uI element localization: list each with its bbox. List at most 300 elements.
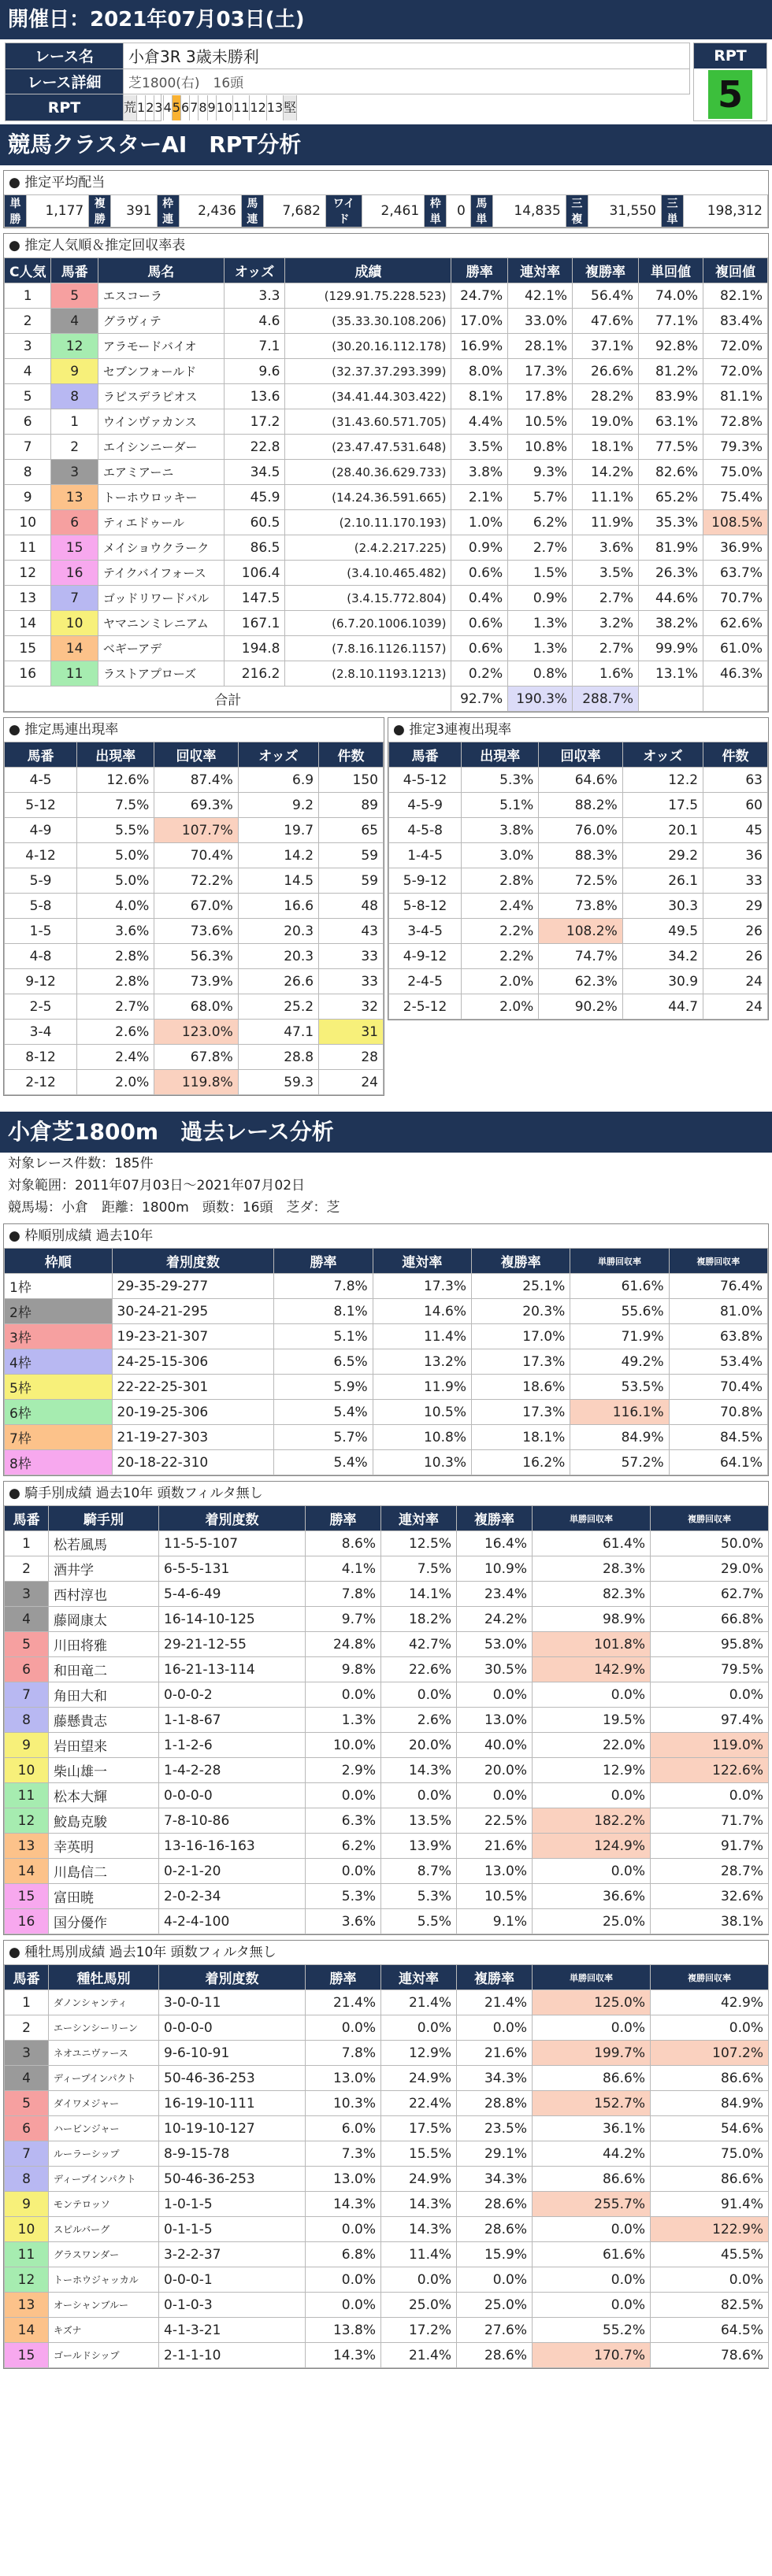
column-header: 着別度数 — [159, 1965, 306, 1990]
sire-row — [5, 2217, 769, 2242]
record: 24-25-15-306 — [112, 1349, 274, 1375]
show-return: 61.0% — [703, 636, 767, 661]
sanrenpuku-row — [389, 969, 768, 994]
count: 24 — [703, 969, 768, 994]
horse-number: 13 — [5, 1834, 49, 1859]
horse-number: 5 — [5, 2091, 49, 2116]
record: 21-19-27-303 — [112, 1425, 274, 1450]
win-rate: 13.0% — [306, 2167, 381, 2192]
column-header: 勝率 — [306, 1965, 381, 1990]
win-rate: 9.8% — [306, 1657, 381, 1682]
ranking-row — [5, 409, 768, 435]
sanrenpuku-row — [389, 818, 768, 843]
umaren-row — [5, 1045, 384, 1070]
win-rate: 0.6% — [451, 561, 508, 586]
odds: 12.2 — [622, 768, 703, 793]
odds: 167.1 — [224, 611, 285, 636]
show-rate: 27.6% — [457, 2318, 533, 2343]
horse-name: エアミアーニ — [98, 460, 224, 485]
win-return: 44.6% — [639, 586, 703, 611]
record: 1-1-8-67 — [159, 1708, 306, 1733]
appearance-rate: 2.7% — [77, 994, 154, 1020]
combination: 5-12 — [5, 793, 77, 818]
win-return: 36.6% — [533, 1884, 651, 1909]
win-return: 65.2% — [639, 485, 703, 510]
popularity: 3 — [5, 334, 51, 359]
combination: 4-12 — [5, 843, 77, 868]
win-return: 53.5% — [570, 1375, 669, 1400]
win-return: 55.2% — [533, 2318, 651, 2343]
past-range: 対象範囲：2011年07月03日～2021年07月02日 — [8, 1178, 306, 1194]
count: 26 — [703, 919, 768, 944]
total-label: 合計 — [5, 687, 451, 712]
odds: 4.6 — [224, 309, 285, 334]
jockey-name: 西村淳也 — [49, 1582, 159, 1607]
sire-row — [5, 2318, 769, 2343]
payout-label: 単勝 — [5, 195, 27, 228]
horse-name: ウインヴァカンス — [98, 409, 224, 435]
record: (2.8.10.1193.1213) — [285, 661, 451, 687]
quinella-rate: 1.3% — [508, 636, 573, 661]
return-rate: 108.2% — [539, 919, 622, 944]
sanrenpuku-row — [389, 994, 768, 1020]
record: 10-19-10-127 — [159, 2116, 306, 2141]
return-rate: 107.7% — [154, 818, 238, 843]
race-name-label: レース名 — [6, 43, 124, 69]
quinella-rate: 10.3% — [373, 1450, 471, 1475]
quinella-rate: 0.0% — [381, 2015, 457, 2041]
appearance-rate: 2.8% — [77, 969, 154, 994]
odds: 34.5 — [224, 460, 285, 485]
count: 31 — [319, 1020, 384, 1045]
total-value: 190.3% — [508, 687, 573, 712]
total-value: 288.7% — [573, 687, 639, 712]
show-return: 75.0% — [703, 460, 767, 485]
horse-number: 6 — [5, 2116, 49, 2141]
return-rate: 119.8% — [154, 1070, 238, 1095]
show-rate: 9.1% — [457, 1909, 533, 1934]
odds: 20.1 — [622, 818, 703, 843]
record: 16-19-10-111 — [159, 2091, 306, 2116]
horse-number: 2 — [5, 1556, 49, 1582]
quinella-rate: 2.6% — [381, 1708, 457, 1733]
show-rate: 16.2% — [472, 1450, 570, 1475]
quinella-rate: 10.5% — [373, 1400, 471, 1425]
quinella-rate: 0.0% — [381, 2267, 457, 2293]
show-return: 81.0% — [669, 1299, 767, 1324]
horse-number: 7 — [5, 1682, 49, 1708]
jockey-row — [5, 1556, 769, 1582]
sire-name: トーホウジャッカル — [49, 2267, 159, 2293]
record: 3-2-2-37 — [159, 2242, 306, 2267]
column-header: 馬番 — [51, 258, 98, 283]
sire-row — [5, 2293, 769, 2318]
odds: 60.5 — [224, 510, 285, 535]
horse-number: 4 — [5, 1607, 49, 1632]
pair-tables — [3, 712, 769, 1096]
rpt-scale-cell: 8 — [199, 95, 207, 120]
count: 24 — [703, 994, 768, 1020]
record: 0-0-0-0 — [159, 1783, 306, 1808]
show-return: 95.8% — [651, 1632, 769, 1657]
record: (2.10.11.170.193) — [285, 510, 451, 535]
appearance-rate: 5.0% — [77, 868, 154, 894]
show-rate: 22.5% — [457, 1808, 533, 1834]
rpt-scale-cell: 堅 — [284, 95, 297, 120]
win-rate: 14.3% — [306, 2192, 381, 2217]
horse-number: 1 — [5, 1531, 49, 1556]
return-rate: 73.9% — [154, 969, 238, 994]
quinella-rate: 0.8% — [508, 661, 573, 687]
column-header: 単勝回収率 — [533, 1965, 651, 1990]
appearance-rate: 3.0% — [462, 843, 539, 868]
record: 1-0-1-5 — [159, 2192, 306, 2217]
payout-value: 198,312 — [683, 195, 767, 228]
column-header: 回収率 — [539, 742, 622, 768]
popularity: 13 — [5, 586, 51, 611]
race-detail-label: レース詳細 — [6, 68, 124, 94]
race-info — [5, 43, 767, 121]
show-return: 63.8% — [669, 1324, 767, 1349]
record: (28.40.36.629.733) — [285, 460, 451, 485]
record: (2.4.2.217.225) — [285, 535, 451, 561]
quinella-rate: 18.2% — [381, 1607, 457, 1632]
combination: 8-12 — [5, 1045, 77, 1070]
payout-value: 31,550 — [588, 195, 661, 228]
show-rate: 0.0% — [457, 2267, 533, 2293]
show-return: 70.8% — [669, 1400, 767, 1425]
win-return: 61.4% — [533, 1531, 651, 1556]
date-header: 開催日：2021年07月03日(土) — [0, 0, 772, 39]
show-return: 70.4% — [669, 1375, 767, 1400]
win-return: 83.9% — [639, 384, 703, 409]
win-return: 38.2% — [639, 611, 703, 636]
sire-row — [5, 2343, 769, 2368]
rpt-scale-cell: 11 — [233, 95, 250, 120]
win-rate: 6.3% — [306, 1808, 381, 1834]
rpt-scale-cell: 6 — [181, 95, 190, 120]
win-rate: 0.0% — [306, 1859, 381, 1884]
payout-label: 三複 — [566, 195, 588, 228]
quinella-rate: 13.5% — [381, 1808, 457, 1834]
win-return: 44.2% — [533, 2141, 651, 2167]
quinella-rate: 0.9% — [508, 586, 573, 611]
horse-number: 11 — [51, 661, 98, 687]
ranking-row — [5, 611, 768, 636]
sire-name: モンテロッソ — [49, 2192, 159, 2217]
odds: 3.3 — [224, 283, 285, 309]
show-return: 78.6% — [651, 2343, 769, 2368]
record: 50-46-36-253 — [159, 2167, 306, 2192]
ranking-row — [5, 460, 768, 485]
sire-name: ネオユニヴァース — [49, 2041, 159, 2066]
win-rate: 0.0% — [306, 1682, 381, 1708]
quinella-rate: 1.5% — [508, 561, 573, 586]
combination: 3-4-5 — [389, 919, 462, 944]
record: 1-4-2-28 — [159, 1758, 306, 1783]
win-return: 81.2% — [639, 359, 703, 384]
win-return: 22.0% — [533, 1733, 651, 1758]
win-rate: 0.2% — [451, 661, 508, 687]
return-rate: 70.4% — [154, 843, 238, 868]
count: 63 — [703, 768, 768, 793]
show-return: 63.7% — [703, 561, 767, 586]
sanrenpuku-section — [388, 717, 769, 1020]
record: 4-2-4-100 — [159, 1909, 306, 1934]
horse-number: 14 — [5, 2318, 49, 2343]
record: 4-1-3-21 — [159, 2318, 306, 2343]
show-return: 122.6% — [651, 1758, 769, 1783]
appearance-rate: 2.4% — [77, 1045, 154, 1070]
show-return: 0.0% — [651, 1783, 769, 1808]
sanrenpuku-row — [389, 843, 768, 868]
frame: 7枠 — [5, 1425, 113, 1450]
race-name: 小倉3R 3歳未勝利 — [124, 43, 690, 69]
waku-row — [5, 1375, 768, 1400]
sire-name: ルーラーシップ — [49, 2141, 159, 2167]
column-header: 馬番 — [5, 742, 77, 768]
sire-name: ディープインパクト — [49, 2066, 159, 2091]
return-rate: 123.0% — [154, 1020, 238, 1045]
horse-number: 16 — [51, 561, 98, 586]
horse-number: 2 — [5, 2015, 49, 2041]
show-rate: 21.6% — [457, 1834, 533, 1859]
win-return: 0.0% — [533, 1859, 651, 1884]
column-header: 連対率 — [381, 1965, 457, 1990]
show-return: 79.5% — [651, 1657, 769, 1682]
umaren-row — [5, 1020, 384, 1045]
win-return: 98.9% — [533, 1607, 651, 1632]
horse-number: 9 — [5, 2192, 49, 2217]
record: 16-14-10-125 — [159, 1607, 306, 1632]
return-rate: 72.2% — [154, 868, 238, 894]
return-rate: 73.8% — [539, 894, 622, 919]
empty-cell — [639, 687, 703, 712]
race-surface: 芝1800(右) — [128, 75, 200, 91]
sire-row — [5, 2242, 769, 2267]
show-rate: 30.5% — [457, 1657, 533, 1682]
record: 0-2-1-20 — [159, 1859, 306, 1884]
win-rate: 24.7% — [451, 283, 508, 309]
ranking-total-row — [5, 687, 768, 712]
record: 8-9-15-78 — [159, 2141, 306, 2167]
horse-name: ゴッドリワードバル — [98, 586, 224, 611]
odds: 47.1 — [238, 1020, 318, 1045]
win-return: 125.0% — [533, 1990, 651, 2015]
quinella-rate: 5.7% — [508, 485, 573, 510]
win-return: 36.1% — [533, 2116, 651, 2141]
column-header: 勝率 — [451, 258, 508, 283]
win-return: 0.0% — [533, 2217, 651, 2242]
quinella-rate: 14.3% — [381, 2192, 457, 2217]
quinella-rate: 14.3% — [381, 1758, 457, 1783]
count: 24 — [319, 1070, 384, 1095]
show-return: 64.1% — [669, 1450, 767, 1475]
odds: 45.9 — [224, 485, 285, 510]
horse-number: 9 — [51, 359, 98, 384]
sanrenpuku-row — [389, 868, 768, 894]
rpt-scale-cell: 13 — [267, 95, 284, 120]
popularity: 9 — [5, 485, 51, 510]
win-return: 28.3% — [533, 1556, 651, 1582]
count: 59 — [319, 868, 384, 894]
column-header: 複勝率 — [472, 1249, 570, 1274]
popularity: 1 — [5, 283, 51, 309]
payout-row — [5, 195, 768, 228]
win-return: 82.6% — [639, 460, 703, 485]
horse-number: 4 — [5, 2066, 49, 2091]
show-rate: 17.3% — [472, 1349, 570, 1375]
win-rate: 1.0% — [451, 510, 508, 535]
win-rate: 5.9% — [274, 1375, 373, 1400]
show-rate: 1.6% — [573, 661, 639, 687]
total-value: 92.7% — [451, 687, 508, 712]
race-detail — [124, 68, 690, 94]
jockey-name: 酒井学 — [49, 1556, 159, 1582]
horse-number: 15 — [5, 2343, 49, 2368]
sire-name: キズナ — [49, 2318, 159, 2343]
horse-number: 16 — [5, 1909, 49, 1934]
odds: 6.9 — [238, 768, 318, 793]
quinella-rate: 17.8% — [508, 384, 573, 409]
count: 26 — [703, 944, 768, 969]
ranking-row — [5, 561, 768, 586]
odds: 9.6 — [224, 359, 285, 384]
odds: 86.5 — [224, 535, 285, 561]
column-header: 連対率 — [381, 1506, 457, 1531]
ranking-row — [5, 586, 768, 611]
sire-row — [5, 2091, 769, 2116]
column-header: 馬番 — [5, 1965, 49, 1990]
win-rate: 5.4% — [274, 1450, 373, 1475]
return-rate: 67.8% — [154, 1045, 238, 1070]
show-return: 91.7% — [651, 1834, 769, 1859]
record: (31.43.60.571.705) — [285, 409, 451, 435]
show-rate: 13.0% — [457, 1859, 533, 1884]
race-heads: 16頭 — [213, 75, 244, 91]
horse-number: 12 — [5, 2267, 49, 2293]
show-return: 50.0% — [651, 1531, 769, 1556]
win-return: 12.9% — [533, 1758, 651, 1783]
ranking-row — [5, 485, 768, 510]
odds: 25.2 — [238, 994, 318, 1020]
quinella-rate: 0.0% — [381, 1682, 457, 1708]
show-rate: 40.0% — [457, 1733, 533, 1758]
combination: 2-5-12 — [389, 994, 462, 1020]
show-rate: 28.6% — [457, 2192, 533, 2217]
count: 45 — [703, 818, 768, 843]
payout-label: 枠単 — [425, 195, 447, 228]
show-rate: 37.1% — [573, 334, 639, 359]
jockey-row — [5, 1758, 769, 1783]
win-rate: 5.3% — [306, 1884, 381, 1909]
win-return: 0.0% — [533, 2267, 651, 2293]
record: (3.4.10.465.482) — [285, 561, 451, 586]
horse-number: 10 — [5, 2217, 49, 2242]
jockey-row — [5, 1733, 769, 1758]
show-return: 53.4% — [669, 1349, 767, 1375]
show-rate: 29.1% — [457, 2141, 533, 2167]
win-return: 92.8% — [639, 334, 703, 359]
show-return: 79.3% — [703, 435, 767, 460]
appearance-rate: 2.8% — [462, 868, 539, 894]
column-header: 馬番 — [389, 742, 462, 768]
odds: 59.3 — [238, 1070, 318, 1095]
ranking-row — [5, 309, 768, 334]
win-return: 81.9% — [639, 535, 703, 561]
appearance-rate: 2.0% — [77, 1070, 154, 1095]
win-return: 84.9% — [570, 1425, 669, 1450]
win-rate: 7.8% — [306, 1582, 381, 1607]
show-return: 32.6% — [651, 1884, 769, 1909]
show-return: 84.5% — [669, 1425, 767, 1450]
win-rate: 0.0% — [306, 2217, 381, 2242]
ranking-row — [5, 359, 768, 384]
horse-number: 11 — [5, 1783, 49, 1808]
column-header: 複勝率 — [573, 258, 639, 283]
record: 1-1-2-6 — [159, 1733, 306, 1758]
odds: 30.9 — [622, 969, 703, 994]
show-return: 97.4% — [651, 1708, 769, 1733]
horse-number: 4 — [51, 309, 98, 334]
sire-row — [5, 2267, 769, 2293]
win-return: 101.8% — [533, 1632, 651, 1657]
show-return: 83.4% — [703, 309, 767, 334]
waku-table — [4, 1248, 768, 1475]
win-return: 170.7% — [533, 2343, 651, 2368]
sanrenpuku-row — [389, 894, 768, 919]
popularity: 16 — [5, 661, 51, 687]
jockey-name: 角田大和 — [49, 1682, 159, 1708]
return-rate: 87.4% — [154, 768, 238, 793]
quinella-rate: 22.4% — [381, 2091, 457, 2116]
horse-number: 6 — [51, 510, 98, 535]
horse-number: 8 — [51, 384, 98, 409]
rpt-label: RPT — [6, 94, 124, 121]
win-rate: 3.6% — [306, 1909, 381, 1934]
show-rate: 19.0% — [573, 409, 639, 435]
odds: 14.2 — [238, 843, 318, 868]
show-rate: 16.4% — [457, 1531, 533, 1556]
sire-name: ゴールドシップ — [49, 2343, 159, 2368]
sire-row — [5, 2041, 769, 2066]
jockey-title: ● 騎手別成績 過去10年 頭数フィルタ無し — [4, 1482, 768, 1505]
count: 43 — [319, 919, 384, 944]
win-rate: 10.3% — [306, 2091, 381, 2116]
jockey-name: 岩田望来 — [49, 1733, 159, 1758]
jockey-name: 富田暁 — [49, 1884, 159, 1909]
show-return: 62.7% — [651, 1582, 769, 1607]
horse-number: 6 — [5, 1657, 49, 1682]
payout-value: 1,177 — [27, 195, 89, 228]
win-rate: 7.8% — [306, 2041, 381, 2066]
quinella-rate: 11.4% — [373, 1324, 471, 1349]
win-rate: 13.0% — [306, 2066, 381, 2091]
jockey-name: 国分優作 — [49, 1909, 159, 1934]
column-header: 種牡馬別 — [49, 1965, 159, 1990]
column-header: 複勝回収率 — [651, 1965, 769, 1990]
record: (35.33.30.108.206) — [285, 309, 451, 334]
popularity: 5 — [5, 384, 51, 409]
record: 6-5-5-131 — [159, 1556, 306, 1582]
record: (14.24.36.591.665) — [285, 485, 451, 510]
jockey-section — [3, 1481, 769, 1935]
quinella-rate: 10.5% — [508, 409, 573, 435]
jockey-name: 川島信二 — [49, 1859, 159, 1884]
show-return: 54.6% — [651, 2116, 769, 2141]
quinella-rate: 13.9% — [381, 1834, 457, 1859]
quinella-rate: 14.1% — [381, 1582, 457, 1607]
